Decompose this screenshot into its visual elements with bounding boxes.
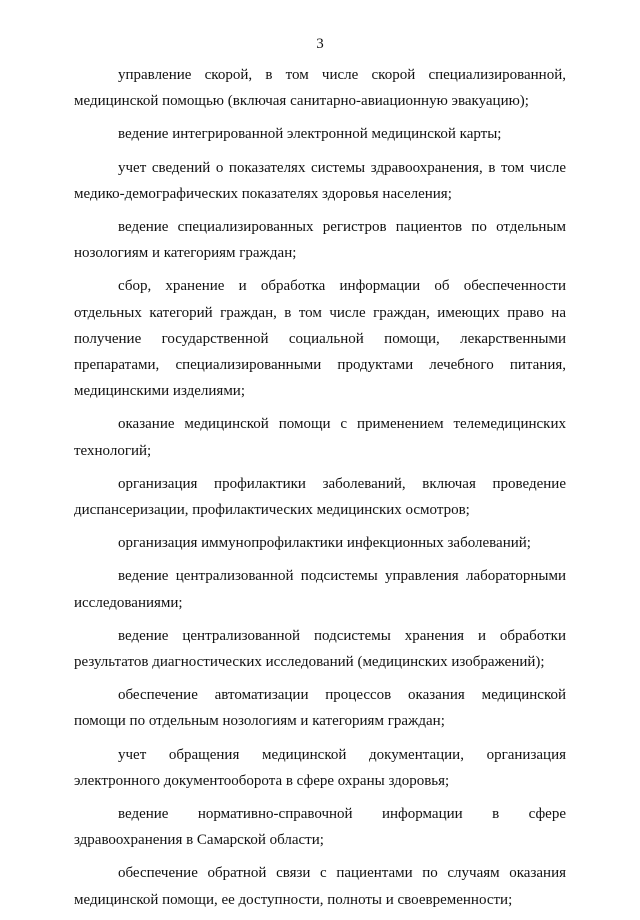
paragraph: организация иммунопрофилактики инфекционных заболеваний;: [118, 535, 531, 552]
paragraph: организация профилактики заболеваний, включая проведение диспансеризации, профилактических медицинских осмотров;: [74, 475, 566, 519]
paragraph: обеспечение автоматизации процессов оказания медицинской помощи по отдельным нозологиям и категориям граждан;: [74, 687, 566, 730]
paragraph: сбор, хранение и обработка информации об обеспеченности отдельных категорий граждан, в том числе граждан, имеющих право на получение государственной социальной помощи, лекарственными препаратами, специализированными продуктами лечебного питания, медицинскими изделиями;: [74, 278, 566, 400]
paragraph: управление скорой, в том числе скорой специализированной, медицинской помощью (включая санитарно-авиационную эвакуацию);: [74, 67, 566, 110]
paragraph: ведение интегрированной электронной медицинской карты;: [118, 126, 502, 143]
paragraph: ведение нормативно-справочной информации в сфере здравоохранения в Самарской области;: [74, 806, 566, 849]
document-body: [74, 62, 566, 920]
page-number: 3: [316, 36, 324, 52]
paragraph: оказание медицинской помощи с применением телемедицинских технологий;: [74, 416, 566, 459]
paragraph: учет сведений о показателях системы здравоохранения, в том числе медико-демографических показателях здоровья населения;: [74, 159, 566, 202]
paragraph: ведение централизованной подсистемы хранения и обработки результатов диагностических исследований (медицинских изображений);: [74, 627, 566, 671]
paragraph: ведение централизованной подсистемы управления лабораторными исследованиями;: [74, 568, 566, 611]
paragraph: ведение специализированных регистров пациентов по отдельным нозологиям и категориям граждан;: [74, 219, 566, 262]
paragraph: обеспечение обратной связи с пациентами по случаям оказания медицинской помощи, ее доступности, полноты и своевременности;: [74, 865, 566, 908]
paragraph: учет обращения медицинской документации, организация электронного документооборота в сфере охраны здоровья;: [74, 746, 566, 789]
